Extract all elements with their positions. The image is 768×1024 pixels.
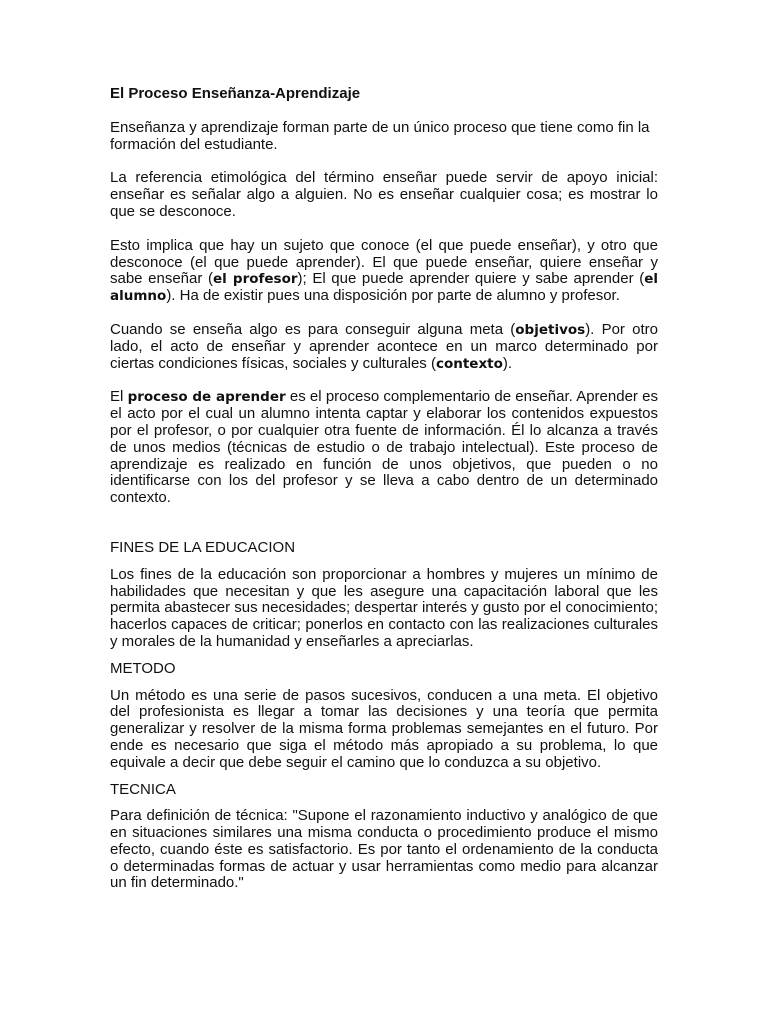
heading-fines: FINES DE LA EDUCACION (110, 538, 296, 556)
paragraph-metodo: Un método es una serie de pasos sucesivos, conducen a una meta. El objetivo del profesionista es llegar a tomar las decisiones y una teoría que permita generalizar y resolver de la misma forma problemas semejantes en el futuro. Por ende es necesario que siga el método más apropiado a su problema, lo que equivale a decir que debe seguir el camino que lo conduzca a su objetivo. (110, 686, 658, 771)
bold-term-alumno: el alumno (110, 271, 658, 305)
paragraph-objetivos (110, 322, 658, 372)
paragraph-text: Cuando se enseña algo es para conseguir alguna meta ( (110, 320, 516, 338)
heading-tecnica: TECNICA (110, 780, 176, 798)
paragraph-definicion: Enseñanza y aprendizaje forman parte de un único proceso que tiene como fin la formación del estudiante. (110, 118, 650, 153)
paragraph-text: El (110, 388, 128, 406)
heading-metodo: METODO (110, 659, 176, 677)
document-title: El Proceso Enseñanza-Aprendizaje (110, 85, 361, 102)
document-page (110, 86, 658, 909)
paragraph-text: ). Ha de existir pues una disposición por parte de alumno y profesor. (166, 287, 620, 305)
paragraph-tecnica: Para definición de técnica: "Supone el razonamiento inductivo y analógico de que en situaciones similares una misma conducta o procedimiento produce el mismo efecto, cuando éste es satisfactorio. Es por tanto el ordenamiento de la conducta o determinadas formas de actuar y usar herramientas como medio para alcanzar un fin determinado." (110, 807, 658, 892)
bold-term-proceso-aprender: proceso de aprender (127, 389, 286, 406)
bold-term-objetivos: objetivos (515, 321, 586, 338)
paragraph-text: Esto implica que hay un sujeto que conoce (el que puede enseñar), y otro que desconoce (el que puede aprender). El que puede enseñar, quiere enseñar y sabe enseñar ( (110, 236, 658, 288)
paragraph-text: ). Por otro lado, el acto de enseñar y aprender acontece en un marco determinado por ciertas condiciones físicas, sociales y culturales ( (110, 320, 658, 372)
paragraph-text: ). (502, 354, 513, 372)
paragraph-sujetos (110, 238, 658, 305)
paragraph-fines: Los fines de la educación son proporcionar a hombres y mujeres un mínimo de habilidades que necesitan y que les asegure una capacitación laboral que les permita abastecer sus necesidades; despertar interés y gusto por el conocimiento; hacerlos capaces de criticar; ponerlos en contacto con las realizaciones culturales y morales de la humanidad y enseñarles a apreciarlas. (110, 565, 658, 650)
paragraph-proceso-aprender (110, 389, 658, 507)
paragraph-text: es el proceso complementario de enseñar. Aprender es el acto por el cual un alumno intenta captar y elaborar los contenidos expuestos por el profesor, o por cualquier otra fuente de información. Él lo alcanza a través de unos medios (técnicas de estudio o de trabajo intelectual). Este proceso de aprendizaje es realizado en función de unos objetivos, que pueden o no identificarse con los del profesor y se lleva a cabo dentro de un determinado contexto. (110, 388, 658, 507)
paragraph-text: ); El que puede aprender quiere y sabe aprender ( (297, 270, 645, 288)
bold-term-profesor: el profesor (212, 271, 298, 288)
bold-term-contexto: contexto (435, 355, 503, 372)
paragraph-etimologia: La referencia etimológica del término enseñar puede servir de apoyo inicial: enseñar es señalar algo a alguien. No es enseñar cualquier cosa; es mostrar lo que se desconoce. (110, 169, 658, 220)
